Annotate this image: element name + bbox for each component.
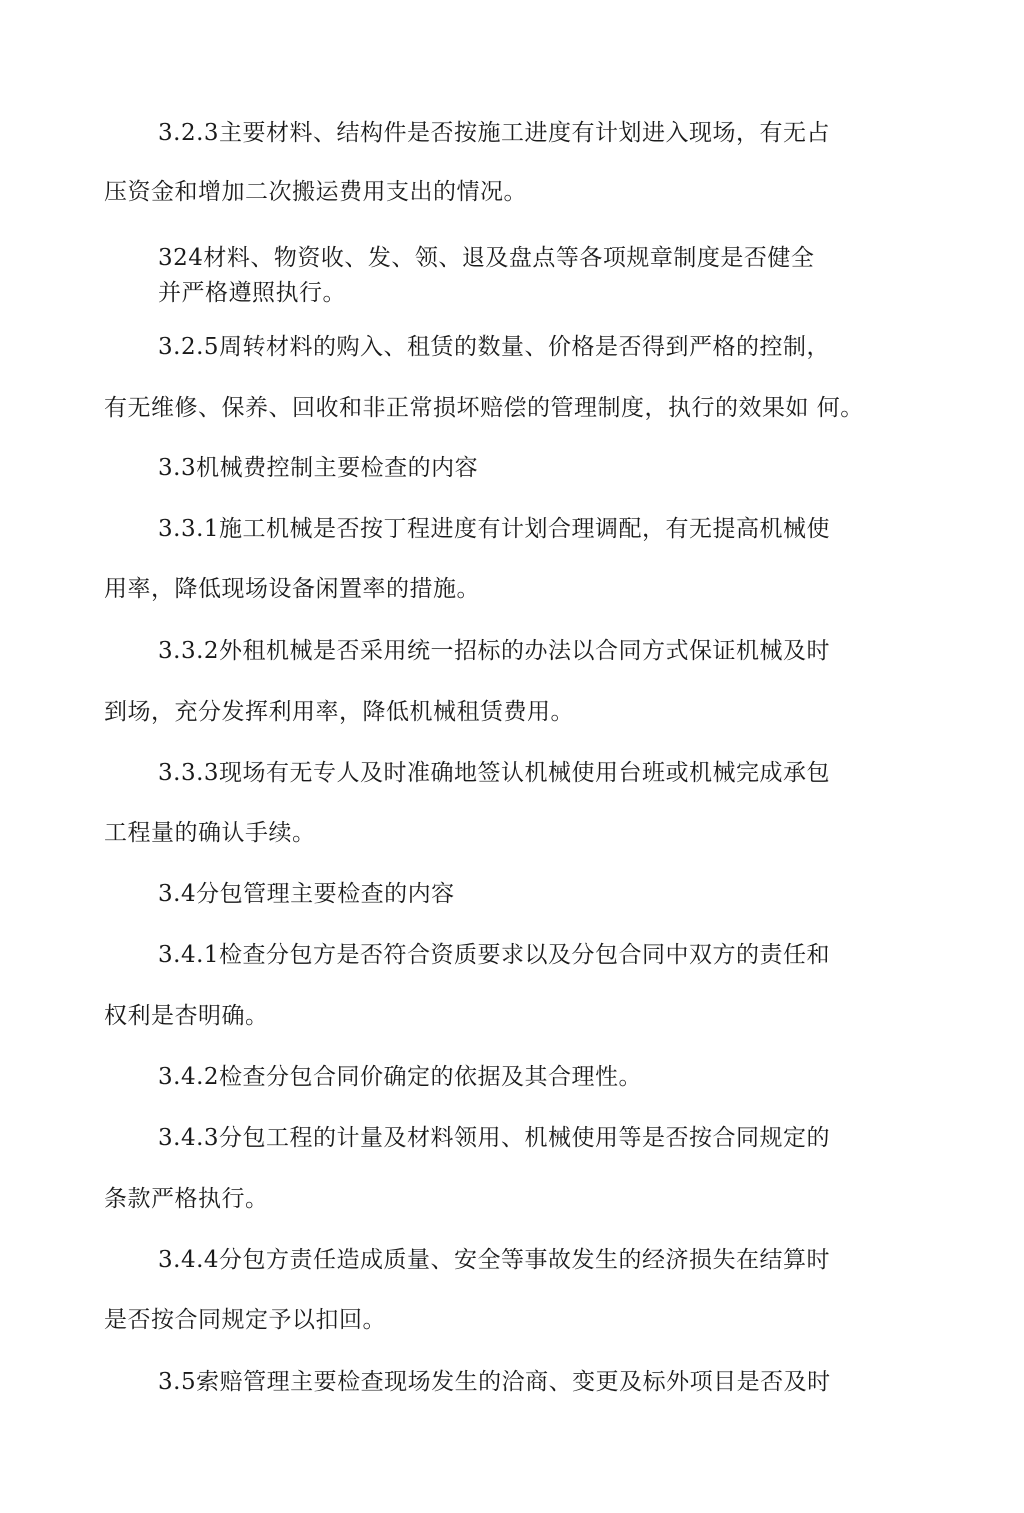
paragraph-line: 权利是杏明确。 <box>104 1003 269 1029</box>
paragraph-line: 工程量的确认手续。 <box>104 820 316 846</box>
paragraph-line: 3.4.2检查分包合同价确定的依据及其合理性。 <box>158 1064 643 1090</box>
paragraph-line: 条款严格执行。 <box>104 1186 269 1212</box>
paragraph-line: 有无维修、保养、回收和非正常损坏赔偿的管理制度，执行的效果如 何。 <box>104 395 864 421</box>
paragraph-line: 3.2.3主要材料、结构件是否按施工进度有计划进入现场，有无占 <box>158 120 831 146</box>
paragraph-line: 是否按合同规定予以扣回。 <box>104 1307 386 1333</box>
section-heading: 3.5索赔管理主要检查现场发生的洽商、变更及标外项目是否及时 <box>158 1369 831 1395</box>
section-heading: 3.3机械费控制主要检查的内容 <box>158 455 479 481</box>
paragraph-line: 3.4.4分包方责任造成质量、安全等事故发生的经济损失在结算时 <box>158 1247 831 1273</box>
paragraph-line: 3.4.1检查分包方是否符合资质要求以及分包合同中双方的责任和 <box>158 942 831 968</box>
paragraph-line: 并严格遵照执行。 <box>158 280 346 306</box>
paragraph-line: 压资金和增加二次搬运费用支出的情况。 <box>104 179 527 205</box>
paragraph-line: 用率，降低现场设备闲置率的措施。 <box>104 576 480 602</box>
section-heading: 3.4分包管理主要检查的内容 <box>158 881 455 907</box>
paragraph-line: 3.3.1施工机械是否按丁程进度有计划合理调配，有无提高机械使 <box>158 516 831 542</box>
paragraph-line: 3.2.5周转材料的购入、租赁的数量、价格是否得到严格的控制， <box>158 334 831 360</box>
paragraph-line: 324材料、物资收、发、领、退及盘点等各项规章制度是否健全 <box>158 245 815 271</box>
paragraph-line: 到场，充分发挥利用率，降低机械租赁费用。 <box>104 699 574 725</box>
paragraph-line: 3.3.2外租机械是否采用统一招标的办法以合同方式保证机械及时 <box>158 638 831 664</box>
paragraph-line: 3.4.3分包工程的计量及材料领用、机械使用等是否按合同规定的 <box>158 1125 831 1151</box>
paragraph-line: 3.3.3现场有无专人及时准确地签认机械使用台班或机械完成承包 <box>158 760 831 786</box>
